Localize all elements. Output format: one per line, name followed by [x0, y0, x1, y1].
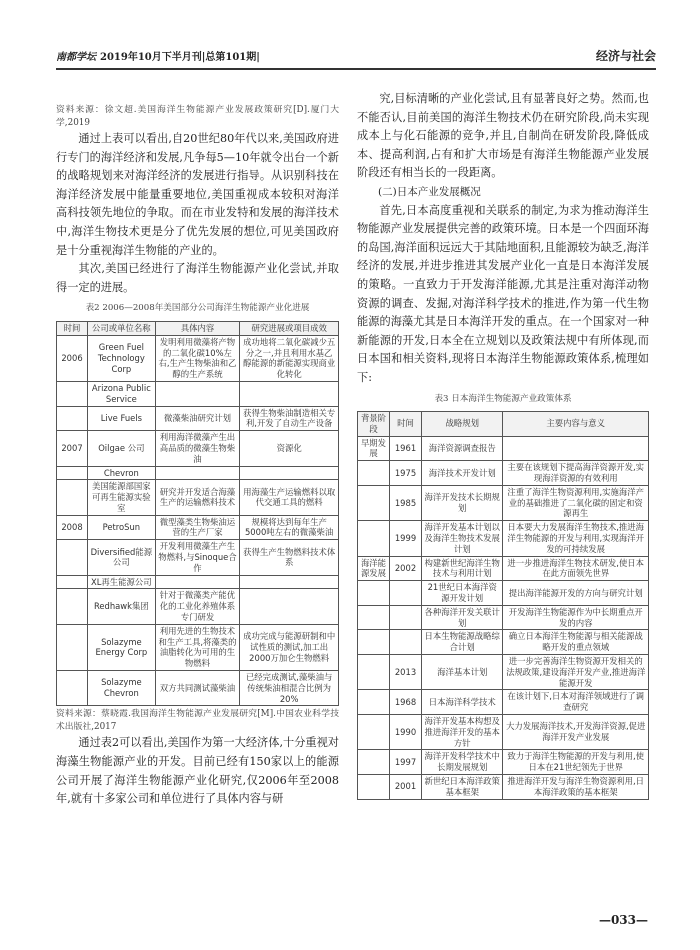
table-cell: 海洋开发技术长期规划	[422, 485, 503, 520]
table-row	[358, 715, 649, 750]
table-caption: 表3 日本海洋生物能源产业政策体系	[434, 393, 572, 404]
table-cell	[390, 630, 422, 655]
table-cell: 注重了海洋生物资源利用,实施海洋产业的基础推进了二氧化碳的固定和资源再生	[503, 485, 649, 520]
source-note-2: 资料来源：蔡晓霞.我国海洋生物能源产业发展研究[M].中国农业科学技术出版社,2017	[56, 709, 339, 733]
table-cell: 进一步完善海洋生物资源开发相关的法规政策,建设海洋开发产业,推进海洋能源开发	[503, 655, 649, 690]
table-row	[57, 406, 339, 431]
table-cell: Solazyme Energy Corp	[88, 624, 156, 670]
paragraph: 通过上表可以看出,自20世纪80年代以来,美国政府进行专门的海洋经济和发展,凡争每5—10年就令出台一个新的战略规划来对海洋经济的发展进行指导。从识别科技在海洋经济发展中能量重要地位,美国重视成本较积对海洋高科技领先地位的争取。而在市业发特和发展的海洋技术中,海洋生物技术更是分了优先发展的想位,可见美国政府是十分重视海洋生物能的产业的。	[56, 132, 339, 257]
table-cell	[358, 655, 390, 690]
table-row	[57, 466, 339, 480]
table-cell	[390, 581, 422, 606]
table-row	[57, 335, 339, 381]
table-row	[358, 750, 649, 775]
table-cell: 成功地将二氧化碳减少五分之一,并且利用水基乙醇能源的新能源实现商业化转化	[240, 335, 339, 381]
table-cell: Diversified能源公司	[88, 540, 156, 575]
section-title: 经济与社会	[595, 49, 656, 63]
table-cell: 资源化	[240, 431, 339, 466]
table-row	[358, 690, 649, 715]
table-cell: Live Fuels	[88, 406, 156, 431]
table-cell	[57, 381, 88, 406]
table-cell: 发明利用微藻将产物的二氧化碳10%左右,生产生物柴油和乙醇的生产系统	[155, 335, 240, 381]
table-cell: 进一步推进海洋生物技术研发,使日本在此方面领先世界	[503, 556, 649, 581]
table-cell	[358, 750, 390, 775]
paragraph: 究,目标清晰的产业化尝试,且有显著良好之势。然而,也不能否认,目前美国的海洋生物技术仍在研究阶段,尚未实现成本上与化石能源的竞争,并且,自制尚在研发阶段,降低成本、提高利润,占有和扩大市场是有海洋生物能源产业发展阶段还有相当长的一段距离。	[357, 92, 649, 180]
table-cell: 利用海洋微藻产生出高品质的微藻生物柴油	[155, 431, 240, 466]
table-cell: 新世纪日本海洋政策基本框架	[422, 775, 503, 800]
table-cell	[358, 461, 390, 486]
issue-text: 2019年10月下半月刊|总第101期|	[100, 52, 260, 63]
right-column	[357, 90, 649, 800]
table-header-cell: 背景阶段	[358, 412, 390, 437]
table-cell: 确立日本海洋生物能源与相关能源战略开发的重点领域	[503, 630, 649, 655]
table-cell: Solazyme Chevron	[88, 671, 156, 706]
table-cell: 1985	[390, 485, 422, 520]
table-cell: 各种海洋开发关联计划	[422, 605, 503, 630]
table-cell: 海洋资源调查报告	[422, 436, 503, 461]
table-cell: 2001	[390, 775, 422, 800]
table-cell	[390, 605, 422, 630]
table-caption: 表2 2006—2008年美国部分公司海洋生物能源产业化进展	[85, 303, 310, 314]
table-cell: 开发利用微藻生产生物燃料,与Sinoque合作	[155, 540, 240, 575]
table-row	[358, 630, 649, 655]
table-cell: 海洋开发基本计划以及海洋生物技术发展计划	[422, 521, 503, 556]
table-cell	[240, 589, 339, 624]
table-cell	[240, 381, 339, 406]
table-cell	[57, 624, 88, 670]
table-row	[57, 575, 339, 589]
table-row	[57, 589, 339, 624]
table-row	[57, 381, 339, 406]
table-row	[358, 436, 649, 461]
table-cell: 日本要大力发展海洋生物技术,推进海洋生物能源的开发与利用,实现海洋开发的可持续发展	[503, 521, 649, 556]
table-cell: 21世纪日本海洋资源开发计划	[422, 581, 503, 606]
table-cell	[57, 540, 88, 575]
table-cell: 海洋技术开发计划	[422, 461, 503, 486]
table-cell	[57, 406, 88, 431]
table-header-cell: 主要内容与意义	[503, 412, 649, 437]
table-cell: 微藻柴油研究计划	[155, 406, 240, 431]
table-cell: 2002	[390, 556, 422, 581]
table-row	[358, 581, 649, 606]
table-cell: 早期发展	[358, 436, 390, 461]
page-number: —033—	[598, 913, 648, 927]
table-row	[358, 655, 649, 690]
table-header-cell: 时间	[57, 321, 88, 335]
table-cell: 针对于微藻类产能优化的工业化养殖体系专门研发	[155, 589, 240, 624]
table-cell: 研究并开发适合海藻生产的运输燃料技术	[155, 480, 240, 515]
table-cell: 海洋开发科学技术中长期发展规划	[422, 750, 503, 775]
table-cell	[358, 690, 390, 715]
table-cell	[358, 581, 390, 606]
table-2	[56, 321, 339, 707]
table-row	[57, 515, 339, 540]
table-cell: 微型藻类生物柴油运营的生产厂家	[155, 515, 240, 540]
table-3	[357, 411, 649, 800]
table-cell: 1999	[390, 521, 422, 556]
table-cell: 1968	[390, 690, 422, 715]
table-cell: 美国能源部国家可再生能源实验室	[88, 480, 156, 515]
table-cell	[57, 466, 88, 480]
table-header-cell: 研究进展或项目成效	[240, 321, 339, 335]
table-cell: 成功完成与能源研制和中试性质的测试,加工出2000万加仑生物燃料	[240, 624, 339, 670]
table-cell: 双方共同测试藻柴油	[155, 671, 240, 706]
table-cell	[358, 605, 390, 630]
table-cell: 日本海洋科学技术	[422, 690, 503, 715]
table-cell: 2013	[390, 655, 422, 690]
table-cell	[57, 480, 88, 515]
table-row	[57, 431, 339, 466]
table-cell: 2008	[57, 515, 88, 540]
table-cell	[155, 466, 240, 480]
table-cell: 提出海洋能源开发的方向与研究计划	[503, 581, 649, 606]
table-cell: XL再生能源公司	[88, 575, 156, 589]
table-row	[358, 556, 649, 581]
journal-logo: 南都学坛	[56, 52, 96, 63]
table-row	[57, 671, 339, 706]
table-cell	[240, 575, 339, 589]
table-cell: 海洋能源发展	[358, 556, 390, 581]
table-row	[358, 461, 649, 486]
journal-info	[56, 48, 260, 63]
table-cell: 海洋开发基本构想及推进海洋开发的基本方针	[422, 715, 503, 750]
source-note-1: 资料来源：徐文超.美国海洋生物能源产业发展政策研究[D].厦门大学,2019	[56, 105, 339, 128]
paragraph: 首先,日本高度重视和关联系的制定,为求为推动海洋生物能源产业发展提供完善的政策环境。日本是一个四面环海的岛国,海洋面积远远大于其陆地面积,且能源较为缺乏,海洋经济的发展,并进步推进其发展产业化一直是日本海洋发展的策略。一直致力于开发海洋能源,尤其是注重对海洋动物资源的调查、发掘,对海洋科学技术的推进,作为第一代生物能源的海藻尤其是日本海洋开发的重点。在一个国家对一种新能源的开发,日本全在立规划以及政策法规中有所体现,而日本国和相关资料,现将日本海洋生物能源政策体系,梳理如下:	[357, 203, 649, 384]
left-column	[56, 104, 339, 809]
table-row	[358, 521, 649, 556]
subheading: (二)日本产业发展概况	[378, 185, 481, 198]
table-cell: 日本生物能源战略综合计划	[422, 630, 503, 655]
table-cell: 获得生产生物燃料技术体系	[240, 540, 339, 575]
table-cell: 用海藻生产运输燃料以取代交通工具的燃料	[240, 480, 339, 515]
table-cell: 已经完成测试,藻柴油与传统柴油相混合比例为20%	[240, 671, 339, 706]
table-cell	[240, 466, 339, 480]
table-header-cell: 时间	[390, 412, 422, 437]
table-cell: 构建新世纪海洋生物技术与利用计划	[422, 556, 503, 581]
table-row	[57, 540, 339, 575]
table-row	[358, 485, 649, 520]
table-cell	[358, 630, 390, 655]
table-row	[57, 480, 339, 515]
table-cell	[358, 521, 390, 556]
table-row	[358, 605, 649, 630]
table-cell	[503, 436, 649, 461]
table-cell	[358, 485, 390, 520]
table-cell: 大力发展海洋技术,开发海洋资源,促进海洋开发产业发展	[503, 715, 649, 750]
paragraph: 通过表2可以看出,美国作为第一大经济体,十分重视对海藻生物能源产业的开发。目前已经有150家以上的能源公司开展了海洋生物能源产业化研究,仅2006年至2008年,就有十多家公司和单位进行了具体内容与研	[56, 736, 339, 806]
table-header-cell: 战略规划	[422, 412, 503, 437]
page-header	[56, 38, 656, 70]
table-cell	[57, 575, 88, 589]
table-cell: Chevron	[88, 466, 156, 480]
table-cell: 1997	[390, 750, 422, 775]
table-cell: 致力于海洋生物能源的开发与利用,使日本在21世纪领先于世界	[503, 750, 649, 775]
table-cell: PetroSun	[88, 515, 156, 540]
table-cell: 开发海洋生物能源作为中长期重点开发的内容	[503, 605, 649, 630]
table-cell: 在该计划下,日本对海洋领域进行了调查研究	[503, 690, 649, 715]
table-cell: 获得生物柴油制造相关专利,开发了自动生产设备	[240, 406, 339, 431]
paragraph: 其次,美国已经进行了海洋生物能源产业化尝试,并取得一定的进展。	[56, 262, 339, 294]
table-cell: 1961	[390, 436, 422, 461]
table-cell: 2006	[57, 335, 88, 381]
table-cell: 2007	[57, 431, 88, 466]
table-cell	[358, 775, 390, 800]
table-cell	[155, 575, 240, 589]
table-cell: Arizona Public Service	[88, 381, 156, 406]
table-cell	[358, 715, 390, 750]
table-row	[358, 775, 649, 800]
table-cell: 推进海洋开发与海洋生物资源利用,日本海洋政策的基本框架	[503, 775, 649, 800]
table-header-cell: 公司或单位名称	[88, 321, 156, 335]
table-header-cell: 具体内容	[155, 321, 240, 335]
table-cell: 利用先进的生物技术和生产工具,将藻类的油脂转化为可用的生物燃料	[155, 624, 240, 670]
table-cell: 1990	[390, 715, 422, 750]
table-cell: Oilgae 公司	[88, 431, 156, 466]
table-cell	[57, 671, 88, 706]
table-cell: Redhawk集团	[88, 589, 156, 624]
table-cell: 主要在该规划下提高海洋资源开发,实现海洋资源的有效利用	[503, 461, 649, 486]
table-cell	[57, 589, 88, 624]
table-cell: 规模将达到每年生产5000吨左右的微藻柴油	[240, 515, 339, 540]
table-cell: 海洋基本计划	[422, 655, 503, 690]
table-cell	[155, 381, 240, 406]
table-cell: 1975	[390, 461, 422, 486]
table-cell: Green Fuel Technology Corp	[88, 335, 156, 381]
table-row	[57, 624, 339, 670]
